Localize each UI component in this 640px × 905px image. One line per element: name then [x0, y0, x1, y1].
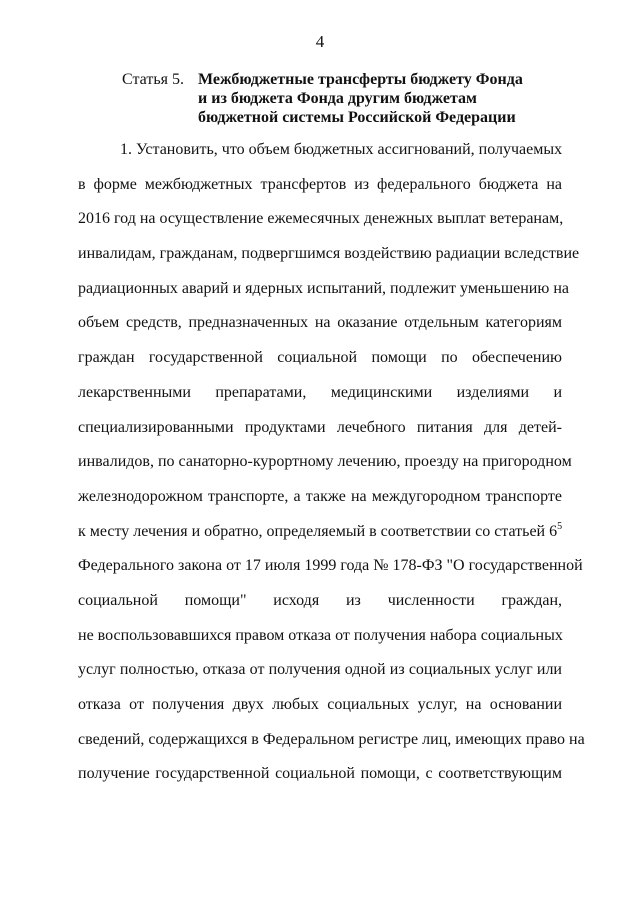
- paragraph-line: услуг полностью, отказа от получения одной из социальных услуг или: [78, 661, 562, 679]
- paragraph-line: инвалидам, гражданам, подвергшимся воздействию радиации вследствие: [78, 245, 580, 263]
- paragraph-line: отказа от получения двух любых социальных услуг, на основании: [78, 696, 562, 713]
- paragraph-1: [78, 140, 585, 799]
- paragraph-line: объем средств, предназначенных на оказание отдельным категориям: [78, 314, 562, 332]
- paragraph-line: сведений, содержащихся в Федеральном регистре лиц, имеющих право на: [78, 730, 585, 748]
- article-title-line: Межбюджетные трансферты бюджету Фонда: [198, 71, 523, 88]
- paragraph-line: 1. Установить, что объем бюджетных ассигнований, получаемых: [120, 141, 563, 158]
- paragraph-line: 2016 год на осуществление ежемесячных денежных выплат ветеранам,: [78, 210, 564, 228]
- article-label: Статья 5.: [122, 71, 184, 88]
- paragraph-line: Федерального закона от 17 июля 1999 года № 178-ФЗ "О государственной: [78, 557, 583, 575]
- page-number: 4: [315, 32, 325, 51]
- paragraph-line-text: к месту лечения и обратно, определяемый в соответствии со статьей 6: [78, 522, 558, 540]
- paragraph-line: инвалидов, по санаторно-курортному лечению, проезду на пригородном: [78, 453, 572, 471]
- paragraph-line: радиационных аварий и ядерных испытаний, подлежит уменьшению на: [78, 279, 569, 297]
- article-title: [198, 70, 523, 127]
- paragraph-line: получение государственной социальной помощи, с соответствующим: [78, 765, 562, 783]
- paragraph-line: специализированными продуктами лечебного питания для детей-: [78, 418, 562, 436]
- paragraph-line: лекарственными препаратами, медицинскими изделиями и: [78, 383, 562, 401]
- paragraph-line: в форме межбюджетных трансфертов из федерального бюджета на: [78, 175, 562, 193]
- superscript: 5: [557, 520, 563, 532]
- article-title-line: бюджетной системы Российской Федерации: [198, 109, 516, 126]
- paragraph-line: не воспользовавшихся правом отказа от получения набора социальных: [78, 626, 563, 644]
- paragraph-line-with-superscript: [78, 522, 562, 557]
- paragraph-line: железнодорожном транспорте, а также на междугородном транспорте: [78, 487, 562, 505]
- article-heading: [122, 70, 582, 127]
- paragraph-line: граждан государственной социальной помощи по обеспечению: [78, 349, 562, 367]
- paragraph-line: социальной помощи" исходя из численности граждан,: [78, 591, 562, 609]
- article-title-line: и из бюджета Фонда другим бюджетам: [198, 90, 477, 107]
